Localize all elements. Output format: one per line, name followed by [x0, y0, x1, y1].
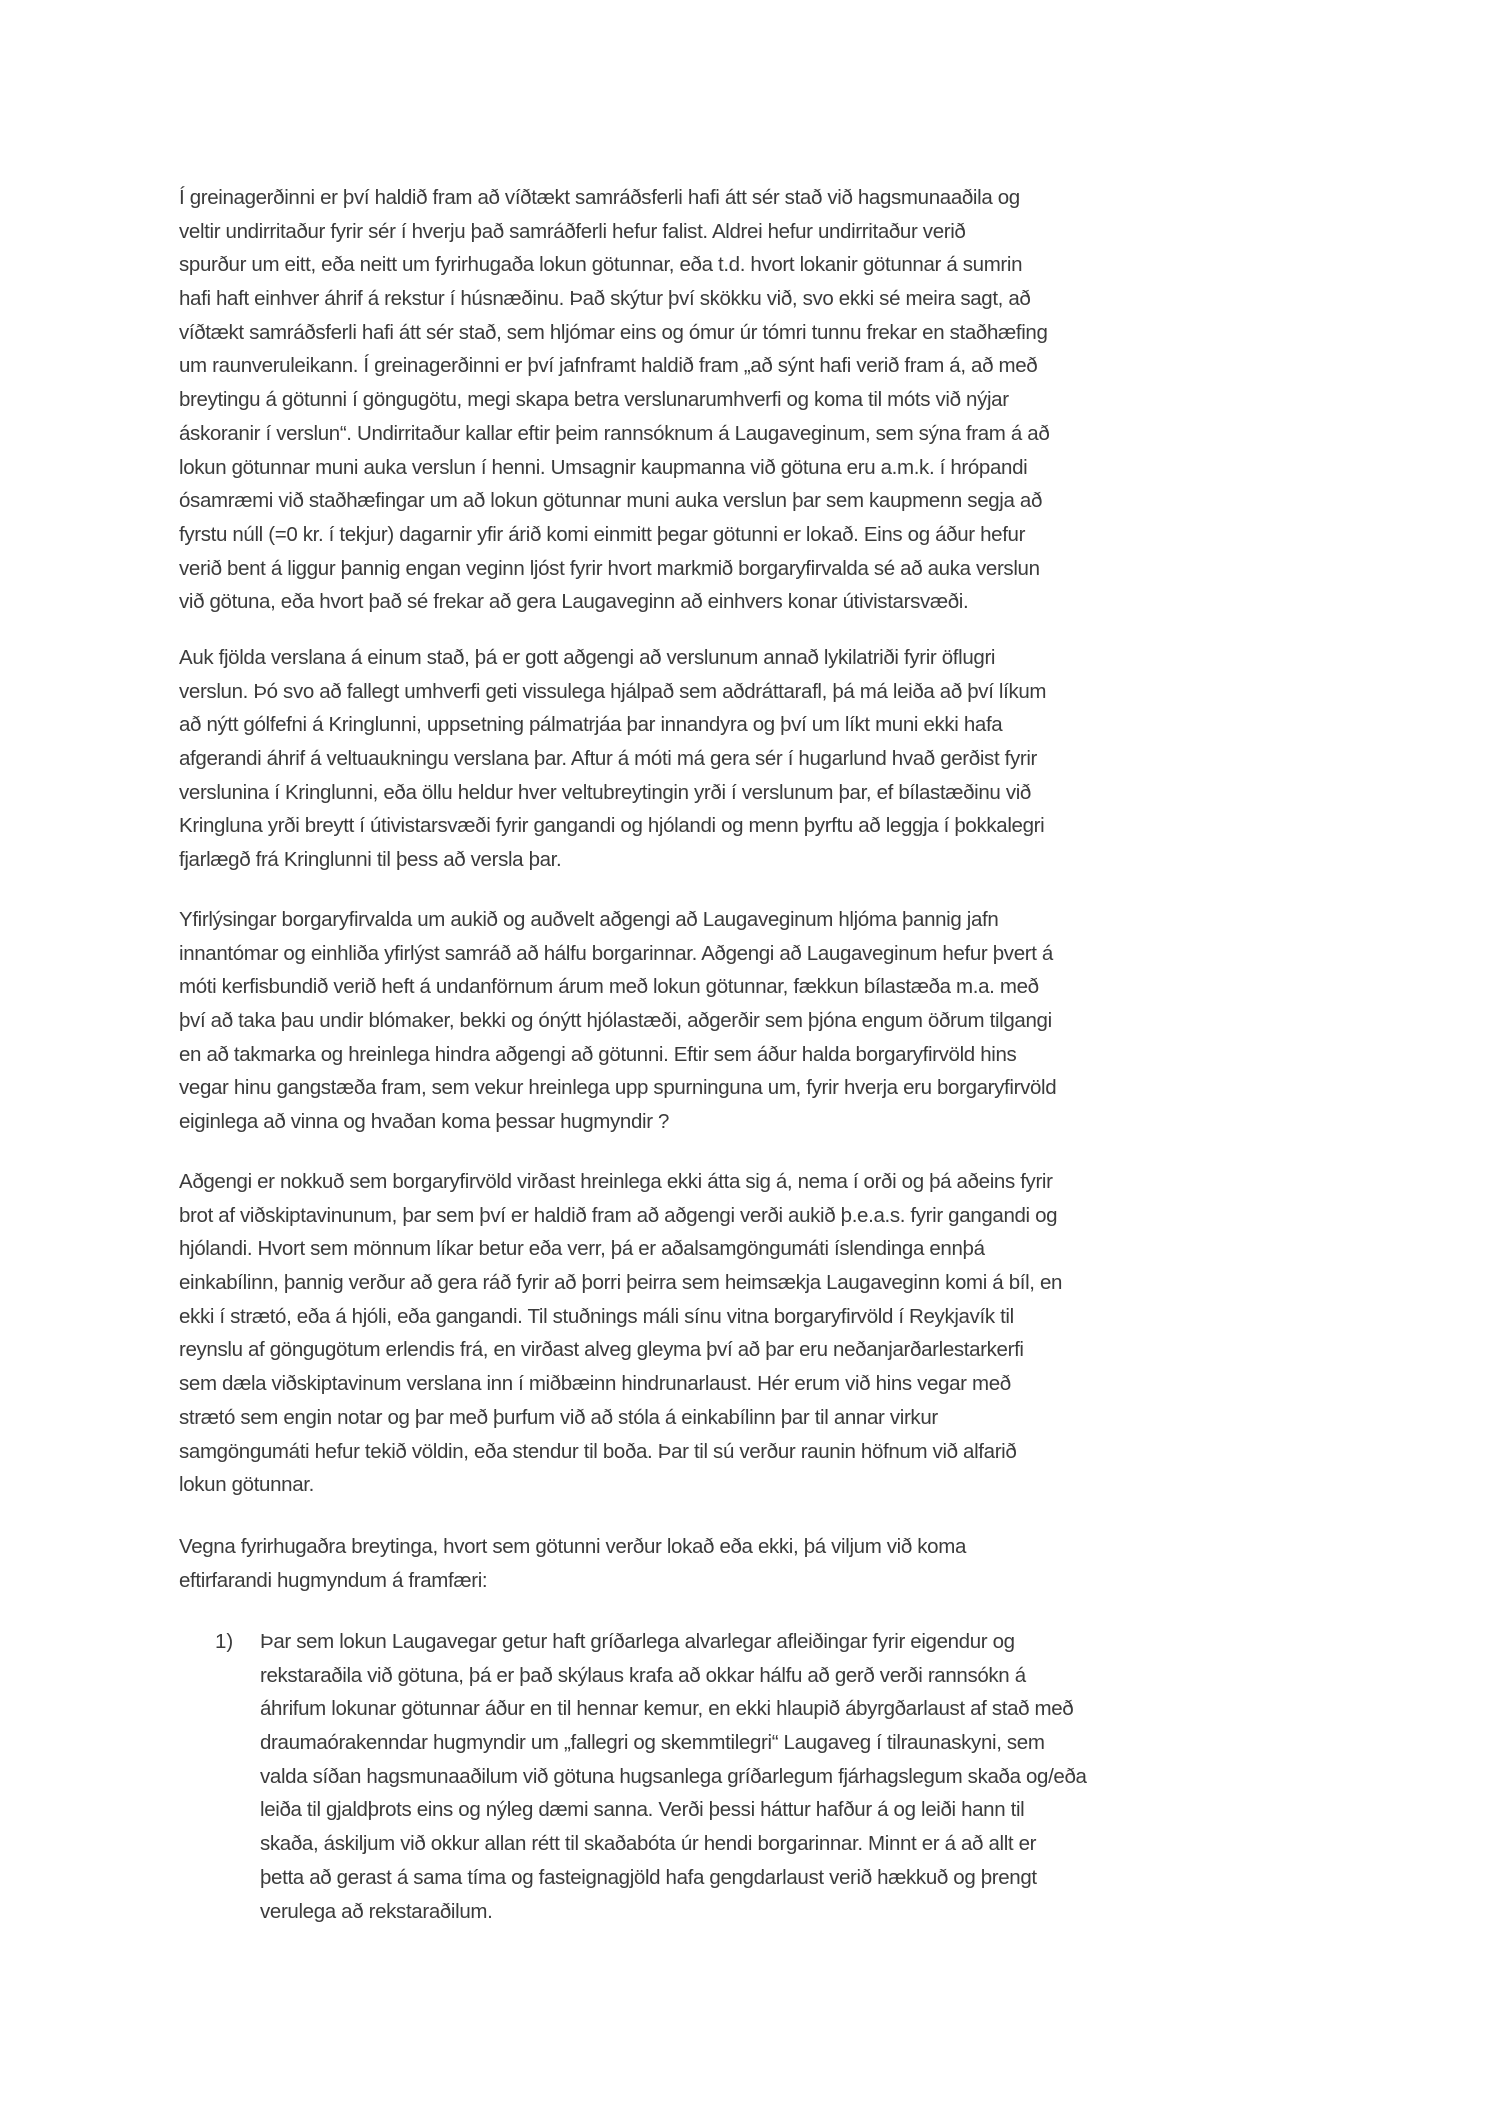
text-line: Aðgengi er nokkuð sem borgaryfirvöld virðast hreinlega ekki átta sig á, nema í orði og þá aðeins fyrir	[179, 1170, 1053, 1193]
text-line: móti kerfisbundið verið heft á undanförnum árum með lokun götunnar, fækkun bílastæða m.a. með	[179, 975, 1039, 999]
list-number: 1)	[215, 1630, 234, 1653]
text-line: Kringluna yrði breytt í útivistarsvæði fyrir gangandi og hjólandi og menn þyrftu að leggja í þokkalegri	[179, 814, 1045, 838]
text-line: hafi haft einhver áhrif á rekstur í húsnæðinu. Það skýtur því skökku við, svo ekki sé meira sagt, að	[179, 287, 1031, 311]
text-line: breytingu á götunni í göngugötu, megi skapa betra verslunarumhverfi og koma til móts við nýjar	[179, 388, 1009, 412]
text-line: Vegna fyrirhugaðra breytinga, hvort sem götunni verður lokað eða ekki, þá viljum við koma	[179, 1535, 967, 1558]
paragraph-consultation	[179, 181, 1339, 619]
list-text-line: rekstaraðila við götuna, þá er það skýlaus krafa að okkar hálfu að gerð verði rannsókn á	[260, 1663, 1026, 1687]
text-line: Auk fjölda verslana á einum stað, þá er gott aðgengi að verslunum annað lykilatriði fyrir öflugri	[179, 646, 996, 669]
text-line: verið bent á liggur þannig engan veginn ljóst fyrir hvort markmið borgaryfirvalda sé að auka verslun	[179, 556, 1040, 580]
list-item-body	[260, 1625, 1087, 1928]
paragraph-city-statements	[179, 903, 1339, 1139]
text-line: reynslu af göngugötum erlendis frá, en virðast alveg gleyma því að þar eru neðanjarðarlestarkerfi	[179, 1338, 1024, 1362]
text-line: við götuna, eða hvort það sé frekar að gera Laugaveginn að einhvers konar útivistarsvæði.	[179, 590, 969, 614]
text-line: innantómar og einhliða yfirlýst samráð að hálfu borgarinnar. Aðgengi að Laugaveginum hefur þvert á	[179, 941, 1053, 965]
list-text-line: þetta að gerast á sama tíma og fasteignagjöld hafa gengdarlaust verið hækkuð og þrengt	[260, 1865, 1037, 1889]
text-line: ósamræmi við staðhæfingar um að lokun götunnar muni auka verslun þar sem kaupmenn segja að	[179, 489, 1043, 513]
list-text-line: valda síðan hagsmunaaðilum við götuna hugsanlega gríðarlegum fjárhagslegum skaða og/eða	[260, 1764, 1087, 1788]
text-line: fyrstu núll (=0 kr. í tekjur) dagarnir yfir árið komi einmitt þegar götunni er lokað. Eins og áður hefur	[179, 522, 1026, 546]
text-line: eftirfarandi hugmyndum á framfæri:	[179, 1568, 488, 1592]
text-line: verslun. Þó svo að fallegt umhverfi geti vissulega hjálpað sem aðdráttarafl, þá má leiða að því líkum	[179, 679, 1047, 703]
list-text-line: skaða, áskiljum við okkur allan rétt til skaðabóta úr hendi borgarinnar. Minnt er á að allt er	[260, 1832, 1037, 1856]
text-line: því að taka þau undir blómaker, bekki og ónýtt hjólastæði, aðgerðir sem þjóna engum öðrum tilgangi	[179, 1009, 1052, 1033]
text-line: spurður um eitt, eða neitt um fyrirhugaða lokun götunnar, eða t.d. hvort lokanir götunnar á sumrin	[179, 253, 1023, 277]
text-line: sem dæla viðskiptavinum verslana inn í miðbæinn hindrunarlaust. Hér erum við hins vegar með	[179, 1372, 1011, 1396]
text-line: en að takmarka og hreinlega hindra aðgengi að götunni. Eftir sem áður halda borgaryfirvöld hins	[179, 1042, 1017, 1066]
text-line: lokun götunnar.	[179, 1473, 314, 1497]
text-line: áskoranir í verslun“. Undirritaður kallar eftir þeim rannsóknum á Laugaveginum, sem sýna fram á að	[179, 421, 1050, 445]
text-line: lokun götunnar muni auka verslun í henni. Umsagnir kaupmanna við götuna eru a.m.k. í hrópandi	[179, 455, 1028, 479]
text-line: veltir undirritaður fyrir sér í hverju það samráðferli hefur falist. Aldrei hefur undirritaður verið	[179, 219, 966, 243]
text-line: verslunina í Kringlunni, eða öllu heldur hver veltubreytingin yrði í verslunum þar, ef bílastæðinu við	[179, 780, 1031, 804]
list-text-line: Þar sem lokun Laugavegar getur haft gríðarlega alvarlegar afleiðingar fyrir eigendur og	[260, 1630, 1015, 1653]
text-line: Í greinagerðinni er því haldið fram að víðtækt samráðsferli hafi átt sér stað við hagsmunaaðila og	[179, 186, 1020, 209]
text-line: vegar hinu gangstæða fram, sem vekur hreinlega upp spurninguna um, fyrir hverja eru borgaryfirvöld	[179, 1076, 1057, 1100]
text-line: fjarlægð frá Kringlunni til þess að versla þar.	[179, 848, 562, 872]
list-text-line: áhrifum lokunar götunnar áður en til hennar kemur, en ekki hlaupið ábyrgðarlaust af stað með	[260, 1697, 1074, 1721]
text-line: afgerandi áhrif á veltuaukningu verslana þar. Aftur á móti má gera sér í hugarlund hvað gerðist fyrir	[179, 747, 1038, 771]
text-line: að nýtt gólfefni á Kringlunni, uppsetning pálmatrjáa þar innandyra og því um líkt muni ekki hafa	[179, 713, 1003, 737]
text-line: ekki í strætó, eða á hjóli, eða gangandi. Til stuðnings máli sínu vitna borgaryfirvöld í Reykjavík til	[179, 1304, 1014, 1328]
list-text-line: verulega að rekstaraðilum.	[260, 1899, 493, 1923]
paragraph-access-kringlan	[179, 641, 1339, 877]
paragraph-access-transport	[179, 1165, 1339, 1502]
paragraph-proposals-intro	[179, 1530, 1339, 1597]
text-line: Yfirlýsingar borgaryfirvalda um aukið og auðvelt aðgengi að Laugaveginum hljóma þannig jafn	[179, 908, 999, 931]
text-line: einkabílinn, þannig verður að gera ráð fyrir að þorri þeirra sem heimsækja Laugaveginn komi á bíl, en	[179, 1271, 1063, 1295]
text-line: eiginlega að vinna og hvaðan koma þessar hugmyndir ?	[179, 1110, 670, 1134]
text-line: hjólandi. Hvort sem mönnum líkar betur eða verr, þá er aðalsamgöngumáti íslendinga ennþá	[179, 1237, 985, 1261]
text-line: samgöngumáti hefur tekið völdin, eða stendur til boða. Þar til sú verður raunin höfnum við alfarið	[179, 1439, 1017, 1463]
text-line: um raunveruleikann. Í greinagerðinni er því jafnframt haldið fram „að sýnt hafi verið fram á, að með	[179, 354, 1038, 378]
text-line: strætó sem engin notar og þar með þurfum við að stóla á einkabílinn þar til annar virkur	[179, 1405, 938, 1429]
list-text-line: leiða til gjaldþrots eins og nýleg dæmi sanna. Verði þessi háttur hafður á og leiði hann til	[260, 1798, 1025, 1822]
text-line: víðtækt samráðsferli hafi átt sér stað, sem hljómar eins og ómur úr tómri tunnu frekar en staðhæfing	[179, 320, 1048, 344]
list-text-line: draumaórakenndar hugmyndir um „fallegri og skemmtilegri“ Laugaveg í tilraunaskyni, sem	[260, 1731, 1045, 1755]
text-line: brot af viðskiptavinunum, þar sem því er haldið fram að aðgengi verði aukið þ.e.a.s. fyrir gangandi og	[179, 1203, 1058, 1227]
